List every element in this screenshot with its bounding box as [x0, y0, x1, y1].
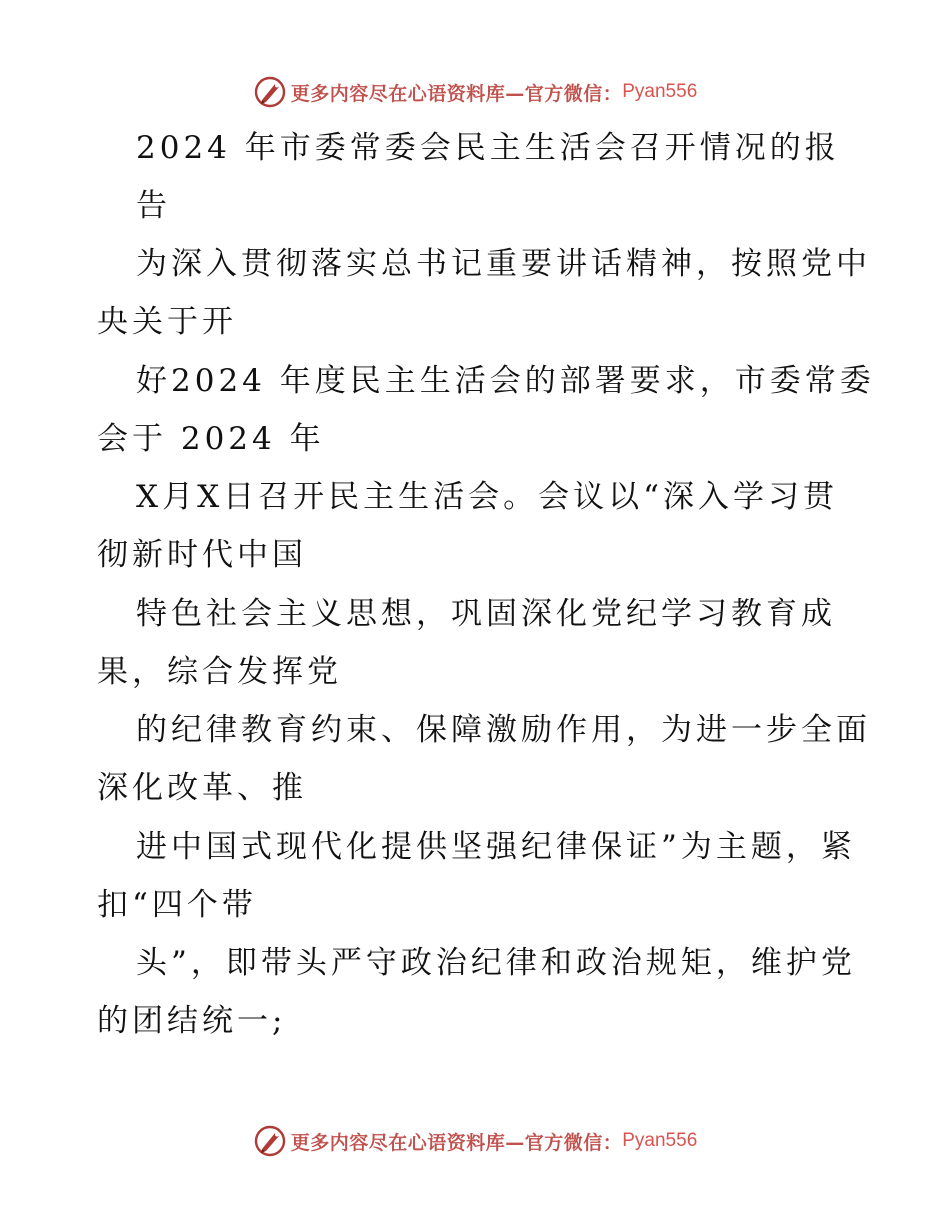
body-line: 的团结统一; [97, 1003, 287, 1039]
body-line: 央关于开 [97, 304, 237, 340]
header-watermark [0, 72, 950, 112]
watermark-text: 更多内容尽在心语资料库—官方微信： [290, 82, 623, 105]
watermark-text: 更多内容尽在心语资料库—官方微信： [290, 1131, 623, 1154]
body-line: 果，综合发挥党 [97, 654, 342, 690]
body-line: 扣“四个带 [97, 887, 257, 923]
body-line: 头”，即带头严守政治纪律和政治规矩，维护党 [136, 945, 856, 981]
body-line: 为深入贯彻落实总书记重要讲话精神，按照党中 [136, 246, 871, 282]
body-line: X月X日召开民主生活会。会议以“深入学习贯 [136, 479, 838, 515]
body-line: 深化改革、推 [97, 770, 307, 806]
body-line: 彻新时代中国 [97, 537, 307, 573]
document-title-line-2: 告 [136, 188, 171, 224]
body-line: 进中国式现代化提供坚强纪律保证”为主题，紧 [136, 829, 856, 865]
footer-watermark [0, 1121, 950, 1161]
body-line: 好2024 年度民主生活会的部署要求，市委常委 [136, 363, 875, 399]
body-line: 特色社会主义思想，巩固深化党纪学习教育成 [136, 596, 836, 632]
pen-in-circle-logo-icon [253, 1124, 287, 1158]
watermark-wechat-id: Pyan556 [622, 1130, 698, 1151]
pen-in-circle-logo-icon [253, 75, 287, 109]
document-title-line-1: 2024 年市委常委会民主生活会召开情况的报 [136, 130, 840, 166]
body-line: 会于 2024 年 [97, 421, 325, 457]
watermark-wechat-id: Pyan556 [622, 81, 698, 102]
body-line: 的纪律教育约束、保障激励作用，为进一步全面 [136, 712, 871, 748]
